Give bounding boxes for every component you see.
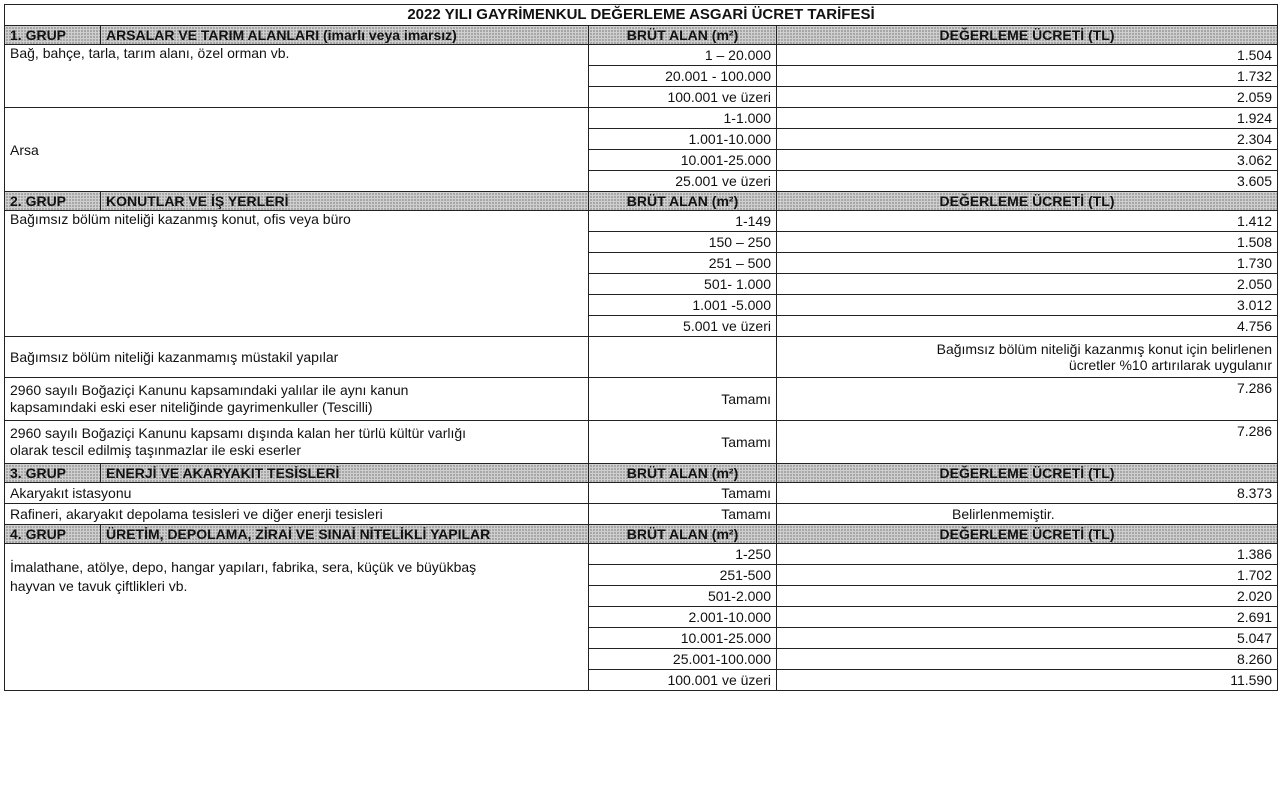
area-cell: Tamamı xyxy=(589,378,777,421)
area-cell: 25.001 ve üzeri xyxy=(589,171,777,192)
area-cell: 150 – 250 xyxy=(589,232,777,253)
area-cell: 1-250 xyxy=(589,544,777,565)
fee-cell: 2.050 xyxy=(777,274,1278,295)
area-cell: Tamamı xyxy=(589,504,777,525)
fee-cell: 11.590 xyxy=(777,670,1278,691)
desc-line: 2960 sayılı Boğaziçi Kanunu kapsamı dışında kalan her türlü kültür varlığı xyxy=(10,425,467,441)
area-cell: 100.001 ve üzeri xyxy=(589,87,777,108)
group-label: 1. GRUP xyxy=(5,26,101,45)
desc-line: İmalathane, atölye, depo, hangar yapıları, fabrika, sera, küçük ve büyükbaş xyxy=(10,559,477,575)
area-cell: 20.001 - 100.000 xyxy=(589,66,777,87)
fee-cell: 7.286 xyxy=(777,421,1278,464)
area-cell: 1.001-10.000 xyxy=(589,129,777,150)
fee-cell: Belirlenmemiştir. xyxy=(777,504,1278,525)
group-name: KONUTLAR VE İŞ YERLERİ xyxy=(101,192,589,211)
area-cell: 5.001 ve üzeri xyxy=(589,316,777,337)
item-description: Bağımsız bölüm niteliği kazanmamış müstakil yapılar xyxy=(5,337,589,378)
area-header: BRÜT ALAN (m²) xyxy=(589,26,777,45)
desc-line: 2960 sayılı Boğaziçi Kanunu kapsamındaki yalılar ile aynı kanun xyxy=(10,382,409,398)
fee-cell: 3.605 xyxy=(777,171,1278,192)
fee-cell: 8.373 xyxy=(777,483,1278,504)
desc-line: kapsamındaki eski eser niteliğinde gayrimenkuller (Tescilli) xyxy=(10,399,373,415)
area-cell: 501-2.000 xyxy=(589,586,777,607)
fee-header: DEĞERLEME ÜCRETİ (TL) xyxy=(777,192,1278,211)
fee-cell: 1.702 xyxy=(777,565,1278,586)
item-description: Arsa xyxy=(5,108,589,192)
area-cell: 25.001-100.000 xyxy=(589,649,777,670)
group-name: ÜRETİM, DEPOLAMA, ZİRAİ VE SINAİ NİTELİKLİ YAPILAR xyxy=(101,525,589,544)
fee-cell: 5.047 xyxy=(777,628,1278,649)
area-cell: 10.001-25.000 xyxy=(589,628,777,649)
area-cell: 1 – 20.000 xyxy=(589,45,777,66)
fee-cell: 1.504 xyxy=(777,45,1278,66)
fee-note-line: ücretler %10 artırılarak uygulanır xyxy=(1068,357,1272,373)
fee-cell: 1.508 xyxy=(777,232,1278,253)
fee-note-line: Bağımsız bölüm niteliği kazanmış konut için belirlenen xyxy=(936,341,1272,357)
fee-cell: 8.260 xyxy=(777,649,1278,670)
group-name: ENERJİ VE AKARYAKIT TESİSLERİ xyxy=(101,464,589,483)
fee-cell: 1.924 xyxy=(777,108,1278,129)
area-header: BRÜT ALAN (m²) xyxy=(589,525,777,544)
item-description xyxy=(5,378,589,421)
item-description: Bağ, bahçe, tarla, tarım alanı, özel orman vb. xyxy=(5,45,589,108)
item-description: Rafineri, akaryakıt depolama tesisleri ve diğer enerji tesisleri xyxy=(5,504,589,525)
item-description xyxy=(5,421,589,464)
area-cell: 10.001-25.000 xyxy=(589,150,777,171)
item-description: Bağımsız bölüm niteliği kazanmış konut, ofis veya büro xyxy=(5,211,589,337)
area-cell: Tamamı xyxy=(589,483,777,504)
fee-cell: 7.286 xyxy=(777,378,1278,421)
area-cell: 2.001-10.000 xyxy=(589,607,777,628)
area-cell: 100.001 ve üzeri xyxy=(589,670,777,691)
area-header: BRÜT ALAN (m²) xyxy=(589,192,777,211)
tariff-table xyxy=(4,4,1278,691)
fee-cell: 1.730 xyxy=(777,253,1278,274)
area-cell xyxy=(589,337,777,378)
fee-cell: 2.691 xyxy=(777,607,1278,628)
table-title: 2022 YILI GAYRİMENKUL DEĞERLEME ASGARİ ÜCRET TARİFESİ xyxy=(5,5,1278,26)
area-cell: 1-1.000 xyxy=(589,108,777,129)
area-cell: 1.001 -5.000 xyxy=(589,295,777,316)
item-description xyxy=(5,544,589,691)
fee-cell: 4.756 xyxy=(777,316,1278,337)
group-label: 3. GRUP xyxy=(5,464,101,483)
desc-line: olarak tescil edilmiş taşınmazlar ile eski eserler xyxy=(10,442,301,458)
fee-cell: 1.386 xyxy=(777,544,1278,565)
area-cell: 1-149 xyxy=(589,211,777,232)
fee-cell: 1.732 xyxy=(777,66,1278,87)
area-cell: 501- 1.000 xyxy=(589,274,777,295)
fee-header: DEĞERLEME ÜCRETİ (TL) xyxy=(777,525,1278,544)
fee-cell: 1.412 xyxy=(777,211,1278,232)
group-name: ARSALAR VE TARIM ALANLARI (imarlı veya imarsız) xyxy=(101,26,589,45)
fee-header: DEĞERLEME ÜCRETİ (TL) xyxy=(777,464,1278,483)
area-cell: 251-500 xyxy=(589,565,777,586)
area-header: BRÜT ALAN (m²) xyxy=(589,464,777,483)
fee-cell: 2.020 xyxy=(777,586,1278,607)
group-label: 4. GRUP xyxy=(5,525,101,544)
fee-cell: 2.304 xyxy=(777,129,1278,150)
fee-cell: 3.062 xyxy=(777,150,1278,171)
fee-note xyxy=(777,337,1278,378)
group-label: 2. GRUP xyxy=(5,192,101,211)
area-cell: 251 – 500 xyxy=(589,253,777,274)
fee-cell: 3.012 xyxy=(777,295,1278,316)
area-cell: Tamamı xyxy=(589,421,777,464)
item-description: Akaryakıt istasyonu xyxy=(5,483,589,504)
desc-line: hayvan ve tavuk çiftlikleri vb. xyxy=(10,578,188,594)
fee-cell: 2.059 xyxy=(777,87,1278,108)
fee-header: DEĞERLEME ÜCRETİ (TL) xyxy=(777,26,1278,45)
